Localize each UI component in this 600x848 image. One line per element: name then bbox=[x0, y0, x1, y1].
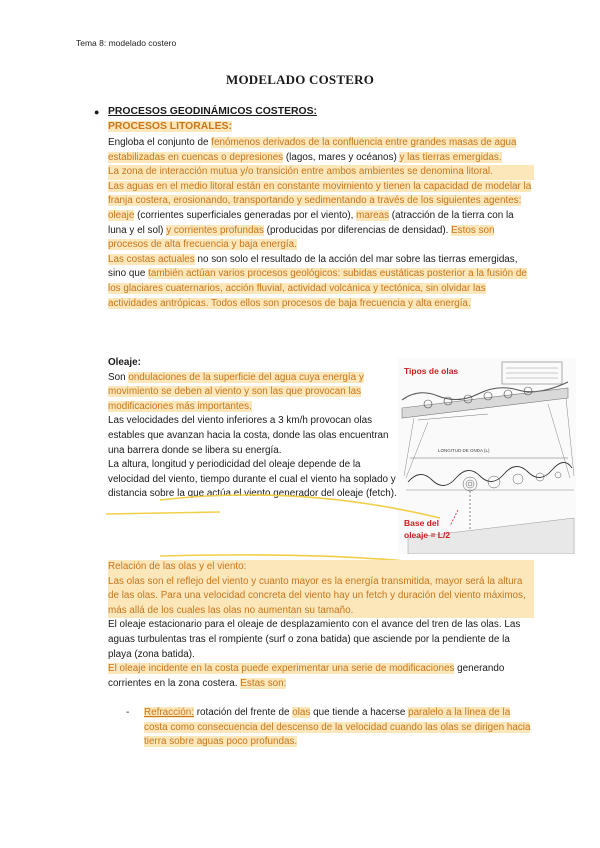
highlight-run: y corrientes profundas bbox=[166, 224, 264, 236]
relacion-heading: Relación de las olas y el viento: bbox=[108, 560, 534, 575]
highlight-run: ondulaciones de la superficie del agua cuya energía y movimiento se deben al viento y son las que provocan las modificaciones más importantes. bbox=[108, 371, 364, 412]
section-subheading: PROCESOS LITORALES: bbox=[108, 121, 232, 132]
paragraph-oleaje-def bbox=[108, 371, 398, 415]
highlight-run: olas bbox=[292, 707, 311, 718]
wave-diagram bbox=[398, 358, 576, 554]
highlight-run: paralelo a la línea de la costa como consecuencia del descenso de la velocidad cuando las olas se dirigen hacia tierra sobre aguas poco profundas. bbox=[144, 707, 531, 748]
page-header: Tema 8: modelado costero bbox=[76, 38, 177, 48]
highlight-run: El oleaje incidente en la costa puede experimentar una serie de modificaciones bbox=[108, 663, 455, 675]
paragraph-engloba bbox=[108, 136, 534, 165]
paragraph-relacion: Las olas son el reflejo del viento y cuanto mayor es la energía transmitida, mayor será la altura de las olas. Para una velocidad concreta del viento hay un fetch y duración del viento máximos, más allá de los cuales las olas no aumentan su tamaño. bbox=[108, 575, 534, 619]
text-run: no son solo el resultado de la acción del mar sobre las tierras emergidas, sino que bbox=[108, 253, 518, 280]
refraccion-term: Refracción: bbox=[144, 707, 194, 718]
paragraph-zona: La zona de interacción mutua y/o transición entre ambos ambientes se denomina litoral. bbox=[108, 165, 534, 180]
figure-label-top: Tipos de olas bbox=[404, 366, 459, 376]
oleaje-block bbox=[108, 356, 398, 502]
highlight-run: Las costas actuales bbox=[108, 253, 195, 265]
text-run: distancia sobre la que actúa el viento generador del oleaje (fetch). bbox=[108, 488, 397, 500]
figure-label-bottom-1: Base del bbox=[404, 518, 439, 528]
oleaje-heading: Oleaje: bbox=[108, 357, 141, 368]
highlight-run: fenómenos derivados de la confluencia entre grandes masas de agua estabilizadas en cuencas o depresiones bbox=[108, 137, 517, 163]
text-run: (lagos, mares y océanos) bbox=[283, 151, 400, 163]
text-run: que tiende a hacerse bbox=[310, 707, 409, 718]
text-run: La altura, longitud y periodicidad del oleaje depende de la velocidad del viento, tiempo durante el cual el viento ha soplado y bbox=[108, 459, 396, 485]
highlight-run: Estas son: bbox=[240, 677, 287, 689]
relacion-block bbox=[108, 560, 534, 691]
text-run: Son bbox=[108, 371, 129, 383]
wave-types-figure bbox=[398, 358, 576, 554]
figure-label-bottom-2: oleaje = L/2 bbox=[404, 530, 451, 540]
text-run: (corrientes superficiales generadas por el viento), bbox=[134, 209, 357, 221]
highlight-run: también actúan varios procesos geológicos: subidas eustáticas posterior a la fusión de los glaciares cuaternarios, acción fluvial, actividad volcánica y tectónica, sin olvidar las actividades antrópicas. Todos ellos son procesos de baja frecuencia y alta energía. bbox=[108, 268, 527, 309]
text-run: (atracción de la tierra con la luna y el sol) bbox=[108, 209, 514, 236]
text-run: (producidas por diferencias de densidad). bbox=[263, 224, 452, 236]
paragraph-costas bbox=[108, 253, 534, 311]
litoral-text-block bbox=[108, 136, 534, 311]
paragraph-estacionario: El oleaje estacionario para el oleaje de desplazamiento con el avance del tren de las olas. Las aguas turbulentas tras el rompiente (surf o zona batida) que asciende por la pendiente de la playa (zona batida). bbox=[108, 619, 521, 660]
paragraph-altura bbox=[108, 458, 398, 502]
text-run: generando corrientes en la zona costera. bbox=[108, 663, 505, 689]
section-heading: PROCESOS GEODINÁMICOS COSTEROS: bbox=[108, 106, 317, 117]
refraccion-text bbox=[144, 706, 536, 750]
refraccion-item bbox=[126, 706, 536, 750]
highlight-run: Las aguas en el medio litoral están en constante movimiento y tienen la capacidad de modelar la franja costera, erosionando, transportando y sedimentando a través de los siguientes agentes: oleaje bbox=[108, 180, 532, 221]
list-dash: - bbox=[126, 707, 130, 718]
bullet-icon: ● bbox=[94, 107, 100, 117]
highlight-run: mareas bbox=[356, 209, 390, 221]
figure-label-mid: LONGITUD DE ONDA (L) bbox=[438, 448, 490, 453]
highlight-run: Estos son procesos de alta frecuencia y baja energía. bbox=[108, 224, 495, 251]
text-run: Engloba el conjunto de bbox=[108, 137, 212, 148]
text-run: rotación del frente de bbox=[193, 707, 293, 718]
paragraph-aguas bbox=[108, 180, 534, 253]
paragraph-velocidades: Las velocidades del viento inferiores a 3 km/h provocan olas estables que avanzan hacia la costa, donde las olas encuentran una barrera donde se libera su energía. bbox=[108, 415, 389, 456]
paragraph-incidente bbox=[108, 662, 534, 691]
highlight-run: y las tierras emergidas. bbox=[399, 151, 502, 163]
document-title: MODELADO COSTERO bbox=[225, 72, 375, 87]
